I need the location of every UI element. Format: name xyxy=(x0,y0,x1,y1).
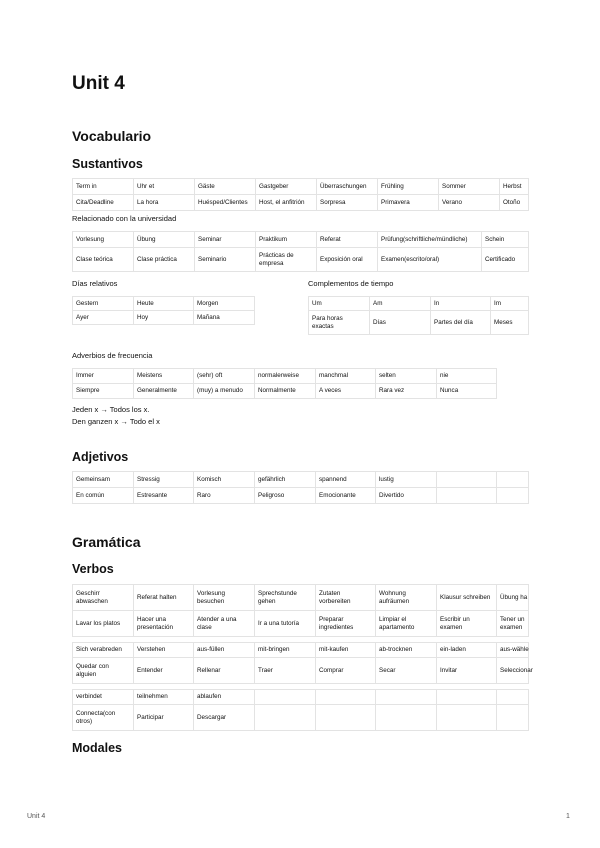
table-cell: Zutaten vorbereiten xyxy=(316,585,376,611)
table-cell: normalerweise xyxy=(255,369,316,384)
table-cell: (sehr) oft xyxy=(194,369,255,384)
table-cell: Emocionante xyxy=(316,488,376,504)
subheading-sustantivos: Sustantivos xyxy=(72,157,143,171)
table-cell: Verano xyxy=(439,195,500,211)
table-cell: mit-kaufen xyxy=(316,643,376,658)
table-cell: Übung ha xyxy=(497,585,529,611)
table-cell: Heute xyxy=(134,297,194,311)
table-cell: Limpiar el apartamento xyxy=(376,611,437,637)
table-cell: Raro xyxy=(194,488,255,504)
table-cell: Term in xyxy=(73,179,134,195)
table-cell: Secar xyxy=(376,658,437,684)
table-cell: gefährlich xyxy=(255,472,316,488)
table-cell: ablaufen xyxy=(194,690,255,705)
table-cell: Uhr et xyxy=(134,179,195,195)
table-cell: Wohnung aufräumen xyxy=(376,585,437,611)
table-cell: Connecta(con otros) xyxy=(73,705,134,731)
table-cell: manchmal xyxy=(316,369,376,384)
table-cell: Meistens xyxy=(134,369,194,384)
table-cell: lustig xyxy=(376,472,437,488)
table-cell: Verstehen xyxy=(134,643,194,658)
table-cell: A veces xyxy=(316,384,376,399)
table-cell: Descargar xyxy=(194,705,255,731)
table-cell: Immer xyxy=(73,369,134,384)
table-cell xyxy=(255,705,316,731)
table-cell: Referat xyxy=(317,232,378,248)
table-cell: Sich verabreden xyxy=(73,643,134,658)
table-cell: Überraschungen xyxy=(317,179,378,195)
subheading-modales: Modales xyxy=(72,741,123,755)
page-title: Unit 4 xyxy=(72,73,125,94)
table-cell xyxy=(437,472,497,488)
table-cell xyxy=(255,690,316,705)
table-cell: Para horas exactas xyxy=(309,311,370,335)
table-cell: Mañana xyxy=(194,311,255,325)
table-cell xyxy=(497,690,529,705)
table-cell: Nunca xyxy=(437,384,497,399)
complementos-table xyxy=(308,296,529,335)
section-heading-gramatica: Gramática xyxy=(72,534,141,550)
table-cell: Exposición oral xyxy=(317,248,378,272)
table-cell: Seleccionar xyxy=(497,658,529,684)
note-den-ganzen: Den ganzen x → Todo el x xyxy=(72,417,160,426)
table-cell: Primavera xyxy=(378,195,439,211)
adjetivos-table xyxy=(72,471,529,504)
table-cell: Lavar los platos xyxy=(73,611,134,637)
label-universidad: Relacionado con la universidad xyxy=(72,214,177,223)
table-cell: Schein xyxy=(482,232,529,248)
table-cell: Frühling xyxy=(378,179,439,195)
verbos-table-2 xyxy=(72,642,533,684)
label-adverbios: Adverbios de frecuencia xyxy=(72,351,153,360)
table-cell: Huésped/Clientes xyxy=(195,195,256,211)
table-cell: Sprechstunde gehen xyxy=(255,585,316,611)
table-cell: Klausur schreiben xyxy=(437,585,497,611)
table-cell: Otoño xyxy=(500,195,529,211)
table-cell: Übung xyxy=(134,232,195,248)
adverbios-table xyxy=(72,368,497,399)
table-cell: Quedar con alguien xyxy=(73,658,134,684)
table-cell: Clase práctica xyxy=(134,248,195,272)
table-cell: La hora xyxy=(134,195,195,211)
table-cell: Ir a una tutoría xyxy=(255,611,316,637)
table-cell: Examen(escrito/oral) xyxy=(378,248,482,272)
table-cell: Geschirr abwaschen xyxy=(73,585,134,611)
table-cell xyxy=(437,690,497,705)
table-cell: ein-laden xyxy=(437,643,497,658)
table-cell: Gestern xyxy=(73,297,134,311)
table-cell: verbindet xyxy=(73,690,134,705)
table-cell: Vorlesung xyxy=(73,232,134,248)
table-cell: Prácticas de empresa xyxy=(256,248,317,272)
table-cell: Komisch xyxy=(194,472,255,488)
table-cell: Hoy xyxy=(134,311,194,325)
section-heading-vocabulario: Vocabulario xyxy=(72,128,152,144)
table-cell: Partes del día xyxy=(431,311,491,335)
table-cell: Tener un examen xyxy=(497,611,529,637)
table-cell xyxy=(316,690,376,705)
table-cell xyxy=(497,472,529,488)
table-cell: Prüfung(schriftliche/mündliche) xyxy=(378,232,482,248)
table-cell: (muy) a menudo xyxy=(194,384,255,399)
table-cell: nie xyxy=(437,369,497,384)
table-cell: Siempre xyxy=(73,384,134,399)
label-complementos: Complementos de tiempo xyxy=(308,279,394,288)
table-cell: selten xyxy=(376,369,437,384)
table-cell: Estresante xyxy=(134,488,194,504)
table-cell xyxy=(437,705,497,731)
table-cell: mit-bringen xyxy=(255,643,316,658)
verbos-table-1 xyxy=(72,584,529,637)
table-cell: Rellenar xyxy=(194,658,255,684)
table-cell: Herbst xyxy=(500,179,529,195)
table-cell xyxy=(437,488,497,504)
page-number: 1 xyxy=(566,813,570,820)
table-cell: Seminar xyxy=(195,232,256,248)
sustantivos-table xyxy=(72,178,529,211)
table-cell: Gäste xyxy=(195,179,256,195)
table-cell: Morgen xyxy=(194,297,255,311)
table-cell: Vorlesung besuchen xyxy=(194,585,255,611)
table-cell xyxy=(376,705,437,731)
table-cell: Gemeinsam xyxy=(73,472,134,488)
table-cell: teilnehmen xyxy=(134,690,194,705)
table-cell: Sorpresa xyxy=(317,195,378,211)
table-cell: Meses xyxy=(491,311,529,335)
table-cell: ab-trocknen xyxy=(376,643,437,658)
table-cell: Rara vez xyxy=(376,384,437,399)
table-cell: Sommer xyxy=(439,179,500,195)
table-cell: Invitar xyxy=(437,658,497,684)
table-cell: Comprar xyxy=(316,658,376,684)
label-dias-relativos: Días relativos xyxy=(72,279,118,288)
table-cell: In xyxy=(431,297,491,311)
table-cell: Días xyxy=(370,311,431,335)
table-cell: Um xyxy=(309,297,370,311)
table-cell: Participar xyxy=(134,705,194,731)
table-cell: Gastgeber xyxy=(256,179,317,195)
table-cell: Hacer una presentación xyxy=(134,611,194,637)
table-cell: Im xyxy=(491,297,529,311)
subheading-verbos: Verbos xyxy=(72,562,114,576)
table-cell: Divertido xyxy=(376,488,437,504)
table-cell: aus-wähle xyxy=(497,643,529,658)
table-cell: Atender a una clase xyxy=(194,611,255,637)
table-cell: Clase teórica xyxy=(73,248,134,272)
subheading-adjetivos: Adjetivos xyxy=(72,450,129,464)
table-cell: Entender xyxy=(134,658,194,684)
table-cell xyxy=(376,690,437,705)
table-cell: Referat halten xyxy=(134,585,194,611)
footer-title: Unit 4 xyxy=(27,813,46,820)
table-cell xyxy=(497,488,529,504)
verbos-table-3 xyxy=(72,689,529,731)
table-cell: Cita/Deadline xyxy=(73,195,134,211)
table-cell: Escribir un examen xyxy=(437,611,497,637)
dias-table xyxy=(72,296,255,325)
table-cell: Praktikum xyxy=(256,232,317,248)
table-cell: Peligroso xyxy=(255,488,316,504)
table-cell: Ayer xyxy=(73,311,134,325)
table-cell: En común xyxy=(73,488,134,504)
table-cell: Seminario xyxy=(195,248,256,272)
table-cell: Preparar ingredientes xyxy=(316,611,376,637)
universidad-table xyxy=(72,231,529,272)
note-jeden: Jeden x → Todos los x. xyxy=(72,405,150,414)
table-cell: Certificado xyxy=(482,248,529,272)
table-cell: spannend xyxy=(316,472,376,488)
table-cell: Generalmente xyxy=(134,384,194,399)
table-cell: Normalmente xyxy=(255,384,316,399)
table-cell: Stressig xyxy=(134,472,194,488)
table-cell: aus-füllen xyxy=(194,643,255,658)
table-cell xyxy=(497,705,529,731)
table-cell xyxy=(316,705,376,731)
table-cell: Am xyxy=(370,297,431,311)
table-cell: Traer xyxy=(255,658,316,684)
table-cell: Host, el anfitrión xyxy=(256,195,317,211)
